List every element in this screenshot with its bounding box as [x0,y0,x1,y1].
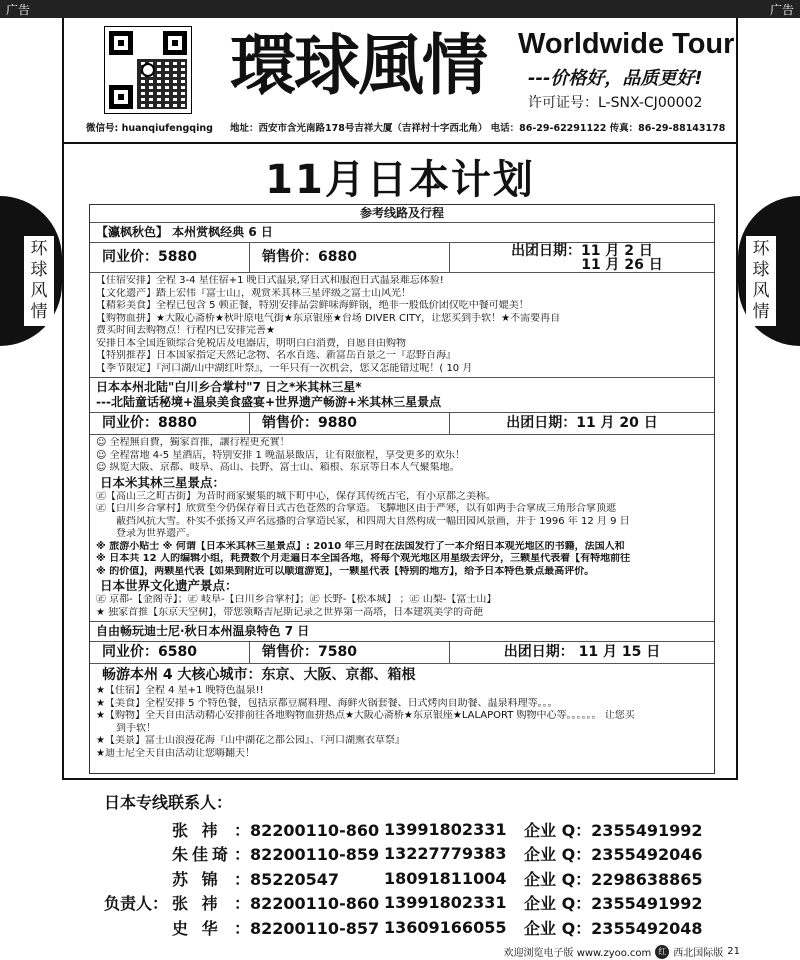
section-header: 参考线路及行程 [90,205,714,223]
contact-row [104,866,724,891]
list-item: 费买时间去购物点！行程内已安排完善★ [96,325,275,336]
peer-price: 同业价：8880 [90,413,250,434]
contact-mobile: 13991802331 [384,893,507,913]
list-item: ㊣ 京都-【金阁寺】；㊣ 岐阜-【白川乡合掌村】；㊣ 长野-【松本城】 ；㊣ 山梨-【富士山】 [96,594,497,605]
license-number: 许可证号：L-SNX-CJ00002 [528,95,703,111]
list-item: 安排日本全国连锁综合免税店及电器店，明明白白消费，自愿自由购物 [96,337,406,349]
brand-english: Worldwide Tour [518,28,735,60]
package-3-prices [90,642,714,664]
contact-qq: 企业 Q：2355492046 [524,845,703,865]
contact-phone: ：82200110-859 [234,845,380,865]
list-item: 蔽挡风抗大雪。朴实不张扬又声名远播的合掌造民家，和四周大自然构成一幅田园风景画，并于 1996 年 12 月 9 日 [116,515,630,527]
list-item: ☺ 全程當地 4-5 星酒店，特别安排 1 晚温泉飯店，让有限旅程，享受更多的欢乐！ [96,449,466,461]
contact-name: 苏 锦 [172,869,222,889]
itinerary-table [89,204,715,774]
contact-qq: 企业 Q：2355491992 [524,820,703,840]
contact-qq: 企业 Q：2298638865 [524,869,703,889]
michelin-heading: 日本米其林三星景点： [100,474,226,490]
footer [504,944,740,959]
list-item: 【购物血拼】★大阪心斋桥★秋叶原电气街★东京银座★台场 DIVER CITY，让您买到手软！★不需要再自 [96,312,561,324]
tip-line: ※ 旅游小贴士 ※ 何谓【日本米其林三星景点】: 2010 年三月时在法国发行了一本介绍日本观光地区的书籍，法国人和 [96,540,625,552]
contact-qq: 企业 Q：2355491992 [524,894,703,914]
wechat-id: 微信号: huanqiufengqing [86,123,213,134]
ad-label-left: 广告 [6,3,31,17]
package-2-prices [90,413,714,435]
contact-qq: 企业 Q：2355492048 [524,918,703,938]
tip-line: ※ 日本共 12 人的编辑小组，耗费数个月走遍日本全国各地，将每个观光地区用星级去评分，三颗星代表着【有特地前往 [96,553,631,564]
contact-name: 张 祎 [172,894,222,914]
sale-price: 销售价：7580 [250,642,450,663]
brand-logo: 環球風情 [230,26,486,104]
departure-date: 出团日期：11 月 20 日 [506,415,658,432]
package-1-prices [90,243,714,273]
list-item: ㊣【白川乡合掌村】欣赏至今仍保存着日式古色苍然的合掌造。飞驒地区由于严寒，以有如两手合掌成三角形合掌顶遮 [96,503,616,514]
side-tab-left [0,196,62,346]
list-item: ☺ 纵览大阪、京都、岐阜、高山、長野、富士山、箱根、东京等日本人气聚集地。 [96,462,460,473]
contact-row [104,915,724,940]
departure-dates: 出团日期：11 月 2 日 11 月 26 日 [511,242,663,273]
list-item: 【季节限定】『河口湖/山中湖红叶祭』，一年只有一次机会，您又怎能错过呢！( 10 月 [96,362,473,374]
package-3-title: 自由畅玩迪士尼·秋日本州温泉特色 7 日 [90,622,714,642]
contact-row [104,817,724,842]
list-item: ★ 独家首推【东京天空树】，带您领略吉尼斯记录之世界第一高塔，日本建筑美学的奇葩 [96,606,484,618]
qr-code-icon[interactable] [104,26,192,114]
list-item: ★【住宿】全程 4 星+1 晚特色温泉!! [96,685,264,696]
footer-text[interactable]: 欢迎浏览电子版 www.zyoo.com [503,948,652,959]
contact-name: 朱佳琦 [172,845,233,865]
list-item: 【文化遗产】踏上宏伟『富士山』，观赏米其林三星评级之富士山风光！ [96,287,411,299]
departure-date: 出团日期： 11 月 15 日 [503,644,661,661]
side-label-right: 环 球 风 情 [746,236,776,326]
side-tab-right [738,196,800,346]
edition-label: 西北国际版 [673,948,724,959]
package-2-details [90,435,714,622]
peer-price: 同业价：5880 [90,243,250,272]
contact-name: 史 华 [172,918,222,938]
list-item: ㊣【高山三之町古街】为昔时商家聚集的城下町中心，保存其传统古宅，有小京都之美称。 [96,490,496,502]
contact-phone: ：85220547 [234,869,340,889]
list-item: 【特别推荐】日本国家指定天然记念物、名水百选、新富岳百景之一『忍野百海』 [96,350,456,361]
list-item: ☺ 全程無自費，獨家首推，讓行程更充實！ [96,437,290,448]
list-item: 【精彩美食】全程已包含 5 顿正餐，特别安排品尝鲜味海鲜锅，绝非一般低价团仅吃中餐可媲美！ [96,300,529,311]
page-number: 21 [727,946,740,957]
list-item: ★【购物】全天自由活动精心安排前往各地购物血拼热点★大阪心斋桥★东京银座★LALAPORT 购物中心等。。。。。。 让您买 [96,710,635,721]
publisher-logo-icon: 红 [655,945,669,959]
list-item: 登录为世界遗产。 [116,528,196,539]
cities-heading: 畅游本州 4 大核心城市：东京、大阪、京都、箱根 [102,667,416,683]
contact-mobile: 13227779383 [384,844,507,864]
contact-mobile: 18091811004 [384,868,507,888]
list-item: ★【美景】富士山浪漫花海『山中湖花之都公园』、『河口湖熏衣草祭』 [96,735,405,746]
list-item: 到手软！ [116,722,156,734]
contact-role: 负责人： [104,894,169,914]
package-2-title: 日本本州北陆"白川乡合掌村"7 日之*米其林三星* ---北陆童话秘境+温泉美食盛宴+世界遗产畅游+米其林三星景点 [90,378,714,413]
header [64,18,736,144]
page-title: 11月日本计划 [265,157,535,203]
package-1-details [90,273,714,378]
contact-row [104,891,724,916]
ad-label-right: 广告 [769,3,794,17]
side-label-left: 环 球 风 情 [24,236,54,326]
contacts-section [104,790,724,940]
slogan: ---价格好，品质更好! [528,68,703,89]
ad-frame [62,18,738,780]
contact-phone: ：82200110-857 [234,918,380,938]
address-line: 地址：西安市含光南路178号吉祥大厦（吉祥村十字西北角） 电话：86-29-62291122 传真：86-29-88143178 [230,123,726,134]
package-3-details [90,664,714,762]
package-1-title: 【瀛枫秋色】 本州赏枫经典 6 日 [90,223,714,243]
tip-line: ※ 的价值】，两颗星代表【如果到附近可以顺道游览】，一颗星代表【特别的地方】，给予日本特色景点最高评价。 [96,565,595,577]
heritage-heading: 日本世界文化遗产景点： [100,578,238,593]
contact-phone: ：82200110-860 [234,894,380,914]
sale-price: 销售价：6880 [250,243,450,272]
contact-phone: ：82200110-860 [234,820,380,840]
sale-price: 销售价：9880 [250,413,450,434]
contact-mobile: 13991802331 [384,819,507,839]
list-item: ★迪士尼全天自由活动让您嗨翻天！ [96,747,255,759]
contacts-label: 日本专线联系人： [104,793,233,812]
contact-mobile: 13609166055 [384,917,507,937]
peer-price: 同业价：6580 [90,642,250,663]
contact-name: 张 祎 [172,820,222,840]
contact-row [104,842,724,867]
list-item: 【住宿安排】全程 3-4 星住宿+1 晚日式温泉,穿日式和服泡日式温泉难忘体验! [96,275,444,286]
ad-bar [0,0,800,18]
list-item: ★【美食】全程安排 5 个特色餐，包括京都豆腐料理、海鲜火锅套餐、日式烤肉自助餐、温泉料理等。。。 [96,697,558,709]
